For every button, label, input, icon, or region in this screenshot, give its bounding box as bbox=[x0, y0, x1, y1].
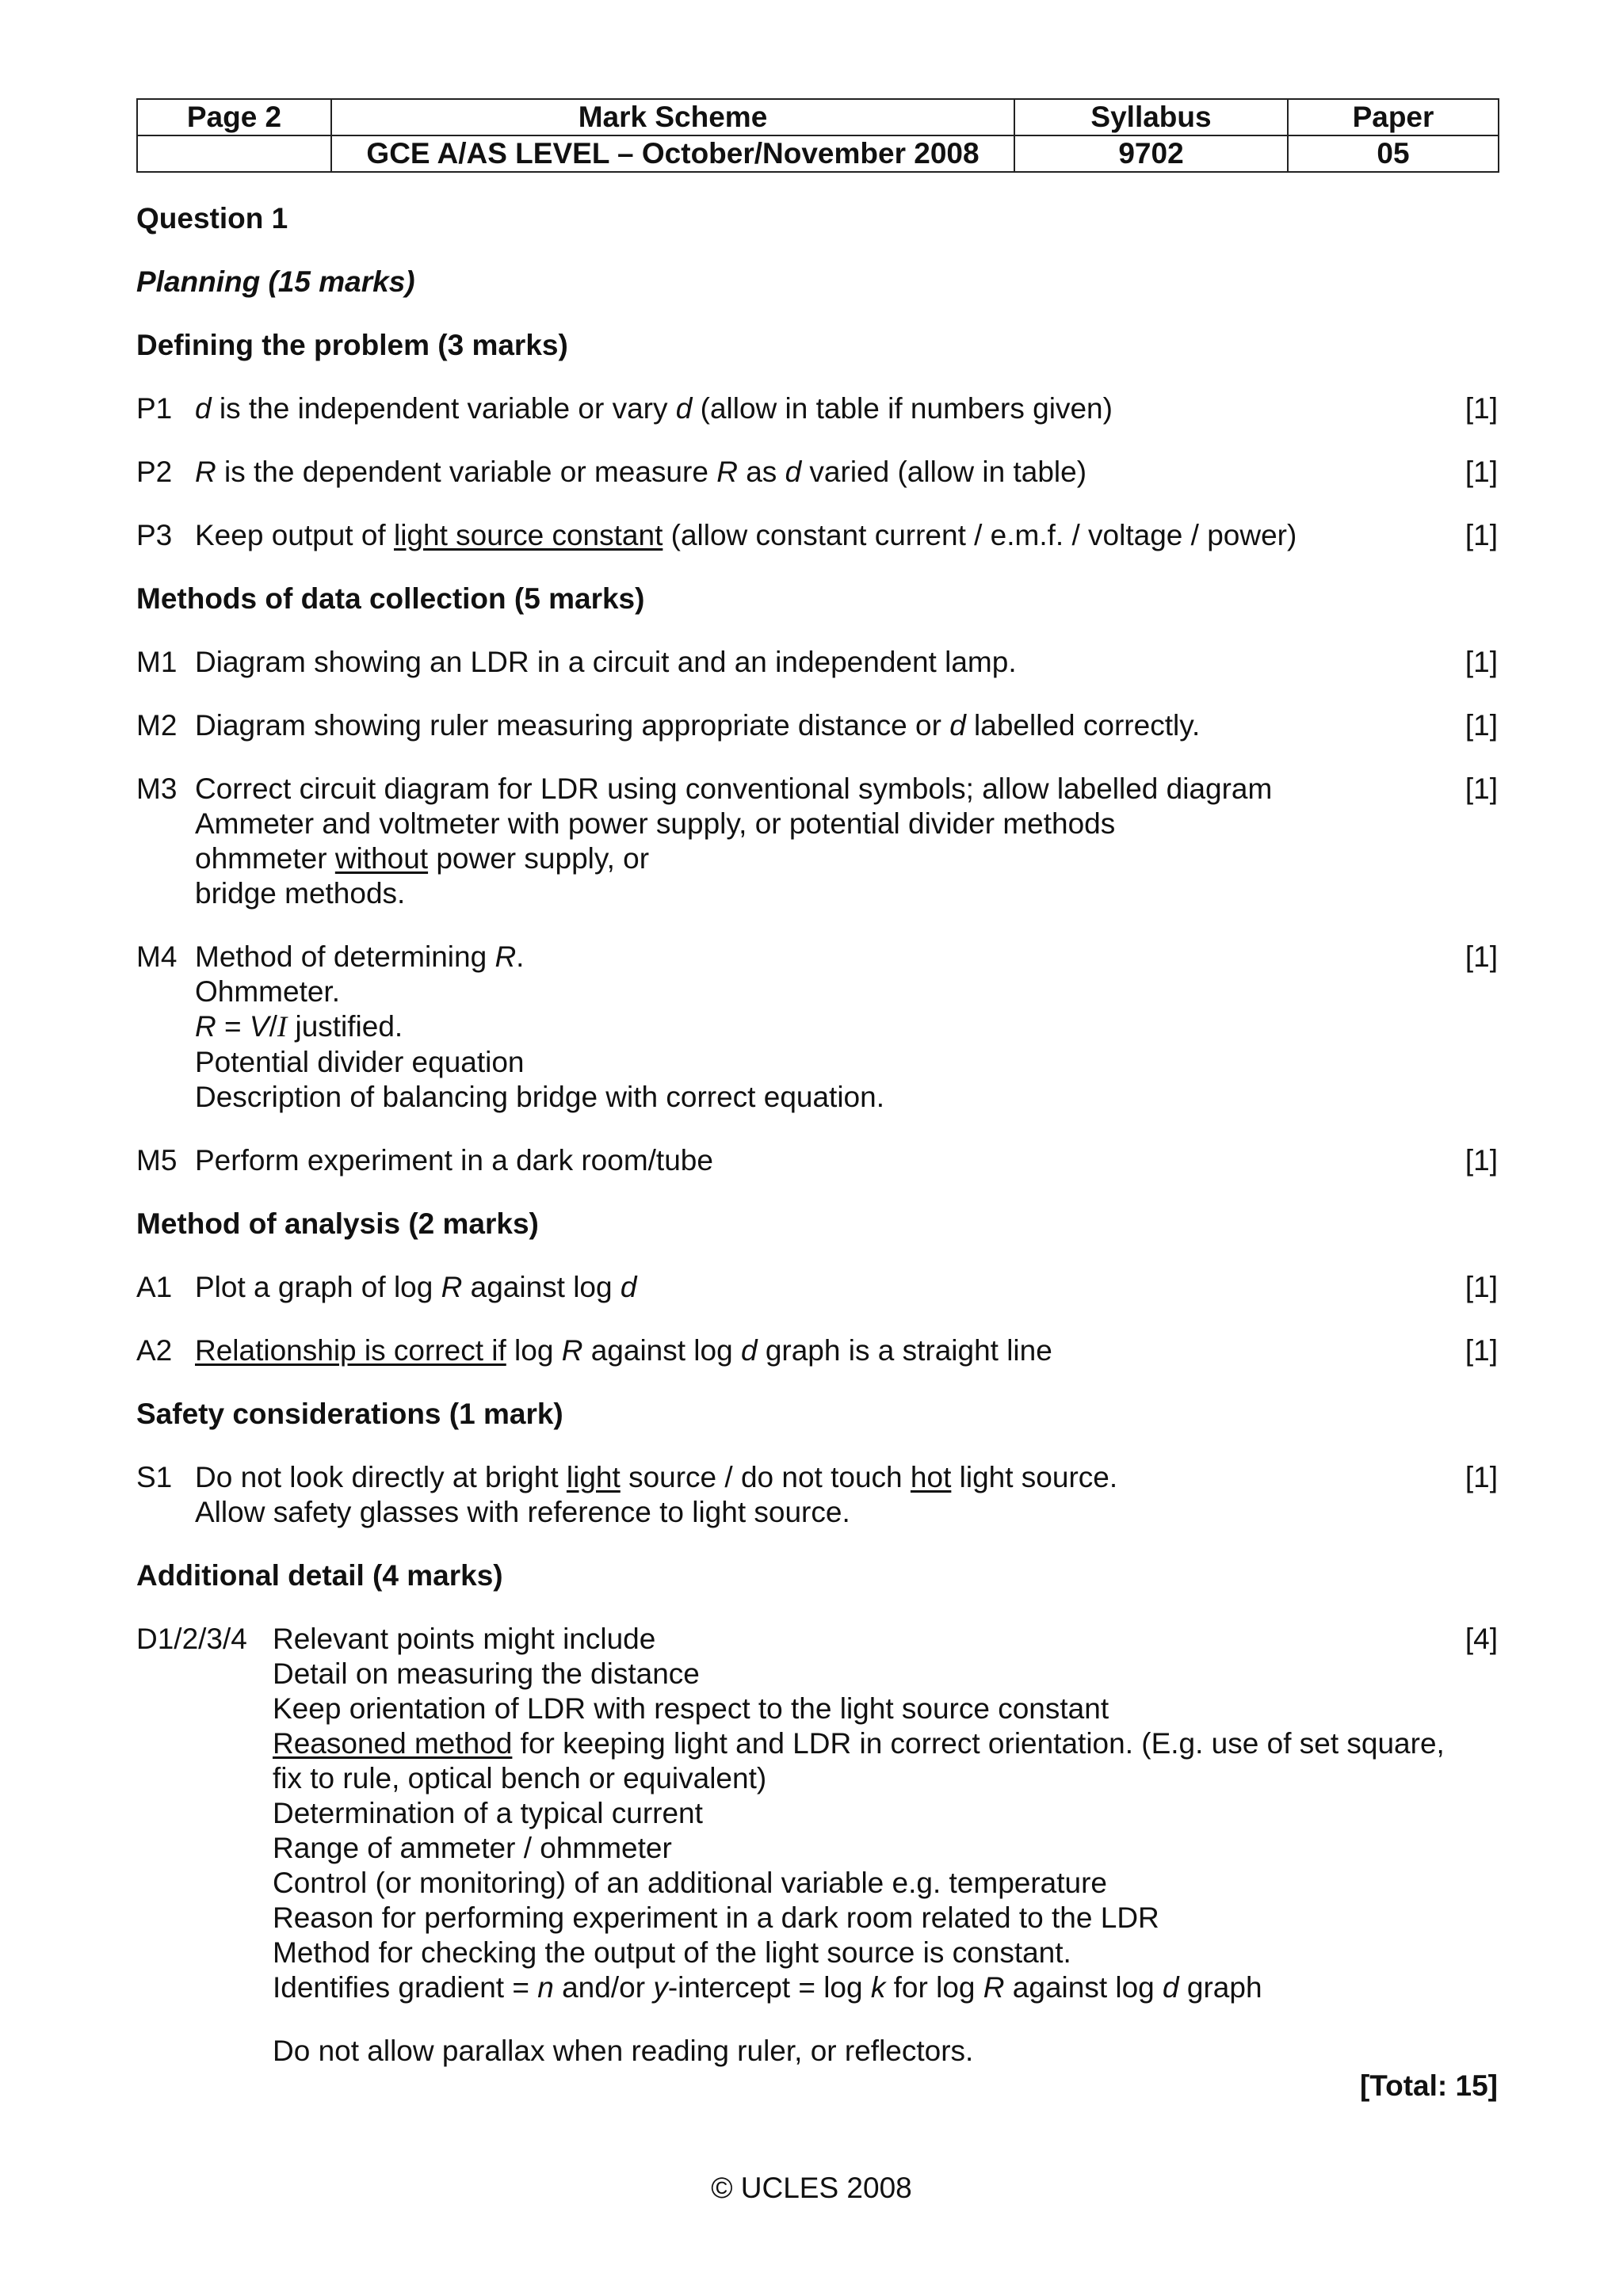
item-a1 bbox=[136, 1270, 1498, 1305]
mark-scheme-page bbox=[136, 98, 1498, 2103]
item-m5 bbox=[136, 1143, 1498, 1178]
item-p3 bbox=[136, 518, 1498, 553]
section-safety: Safety considerations (1 mark) bbox=[136, 1398, 563, 1430]
section-defining: Defining the problem (3 marks) bbox=[136, 329, 568, 361]
mark: [1] bbox=[1465, 940, 1498, 973]
item-text: d is the independent variable or vary d (allow in table if numbers given) bbox=[195, 392, 1113, 425]
item-text: Do not look directly at bright light source / do not touch hot light source. Allow safety glasses with reference to light source. bbox=[195, 1461, 1118, 1528]
item-a2 bbox=[136, 1333, 1498, 1368]
item-s1 bbox=[136, 1460, 1498, 1530]
code: A1 bbox=[136, 1271, 173, 1303]
item-p1 bbox=[136, 391, 1498, 426]
item-m4 bbox=[136, 940, 1498, 1115]
code: M2 bbox=[136, 709, 178, 742]
code: P2 bbox=[136, 456, 173, 488]
item-text: Diagram showing an LDR in a circuit and an independent lamp. bbox=[195, 646, 1017, 678]
section-analysis: Method of analysis (2 marks) bbox=[136, 1207, 539, 1240]
item-text: Correct circuit diagram for LDR using conventional symbols; allow labelled diagram Ammeter and voltmeter with power supply, or potential divider methods ohmmeter without power supply, or bridge methods. bbox=[195, 772, 1273, 910]
item-text: Method of determining R. Ohmmeter. R = V/I justified. Potential divider equation Description of balancing bridge with correct equation. bbox=[195, 940, 884, 1113]
item-text: Plot a graph of log R against log d bbox=[195, 1271, 637, 1303]
planning-title: Planning (15 marks) bbox=[136, 265, 415, 298]
section-additional: Additional detail (4 marks) bbox=[136, 1559, 503, 1592]
item-text: Relationship is correct if log R against log d graph is a straight line bbox=[195, 1334, 1052, 1367]
code: M5 bbox=[136, 1144, 178, 1177]
header-table bbox=[136, 98, 1499, 173]
footer-copyright: © UCLES 2008 bbox=[711, 2172, 912, 2204]
code: M3 bbox=[136, 772, 178, 805]
mark: [1] bbox=[1465, 392, 1498, 425]
header-mark-scheme: Mark Scheme bbox=[331, 99, 1014, 135]
total: [Total: 15] bbox=[1359, 2069, 1498, 2102]
item-d bbox=[136, 1622, 1498, 2069]
code: D1/2/3/4 bbox=[136, 1623, 247, 1655]
mark: [4] bbox=[1465, 1623, 1498, 1655]
mark: [1] bbox=[1465, 1271, 1498, 1303]
header-page: Page 2 bbox=[137, 99, 331, 135]
code: A2 bbox=[136, 1334, 173, 1367]
header-row bbox=[137, 99, 1499, 135]
mark: [1] bbox=[1465, 519, 1498, 551]
code: P3 bbox=[136, 519, 173, 551]
code: M4 bbox=[136, 940, 178, 973]
header-syllabus: Syllabus bbox=[1014, 99, 1288, 135]
mark: [1] bbox=[1465, 772, 1498, 805]
item-text: Perform experiment in a dark room/tube bbox=[195, 1144, 713, 1177]
item-m2 bbox=[136, 708, 1498, 743]
mark: [1] bbox=[1465, 646, 1498, 678]
mark: [1] bbox=[1465, 1144, 1498, 1177]
code: M1 bbox=[136, 646, 178, 678]
item-text: R is the dependent variable or measure R as d varied (allow in table) bbox=[195, 456, 1087, 488]
header-blank bbox=[137, 135, 331, 172]
code: S1 bbox=[136, 1461, 173, 1493]
section-methods: Methods of data collection (5 marks) bbox=[136, 582, 645, 615]
item-m1 bbox=[136, 645, 1498, 680]
question-title: Question 1 bbox=[136, 202, 288, 235]
header-exam-title: GCE A/AS LEVEL – October/November 2008 bbox=[331, 135, 1014, 172]
code: P1 bbox=[136, 392, 173, 425]
item-text: Keep output of light source constant (allow constant current / e.m.f. / voltage / power) bbox=[195, 519, 1297, 551]
item-m3 bbox=[136, 772, 1498, 911]
mark: [1] bbox=[1465, 456, 1498, 488]
header-paper: Paper bbox=[1288, 99, 1499, 135]
header-syllabus-code: 9702 bbox=[1014, 135, 1288, 172]
mark: [1] bbox=[1465, 1461, 1498, 1493]
item-text: Diagram showing ruler measuring appropriate distance or d labelled correctly. bbox=[195, 709, 1201, 742]
header-paper-number: 05 bbox=[1288, 135, 1499, 172]
item-text: Relevant points might include Detail on measuring the distance Keep orientation of LDR with respect to the light source constant Reasoned method for keeping light and LDR in correct orientation. (E.g. use of set square, fix to rule, optical bench or equivalent) Determination of a typical current Range of ammeter / ohmmeter Control (or monitoring) of an additional variable e.g. temperature Reason for performing experiment in a dark room related to the LDR Method for checking the output of the light source is constant. Identifies gradient = n and/or y-intercept = log k for log R against log d graph Do not allow parallax when reading ruler, or reflectors. bbox=[273, 1623, 1445, 2067]
mark: [1] bbox=[1465, 1334, 1498, 1367]
mark: [1] bbox=[1465, 709, 1498, 742]
header-row bbox=[137, 135, 1499, 172]
item-p2 bbox=[136, 455, 1498, 490]
